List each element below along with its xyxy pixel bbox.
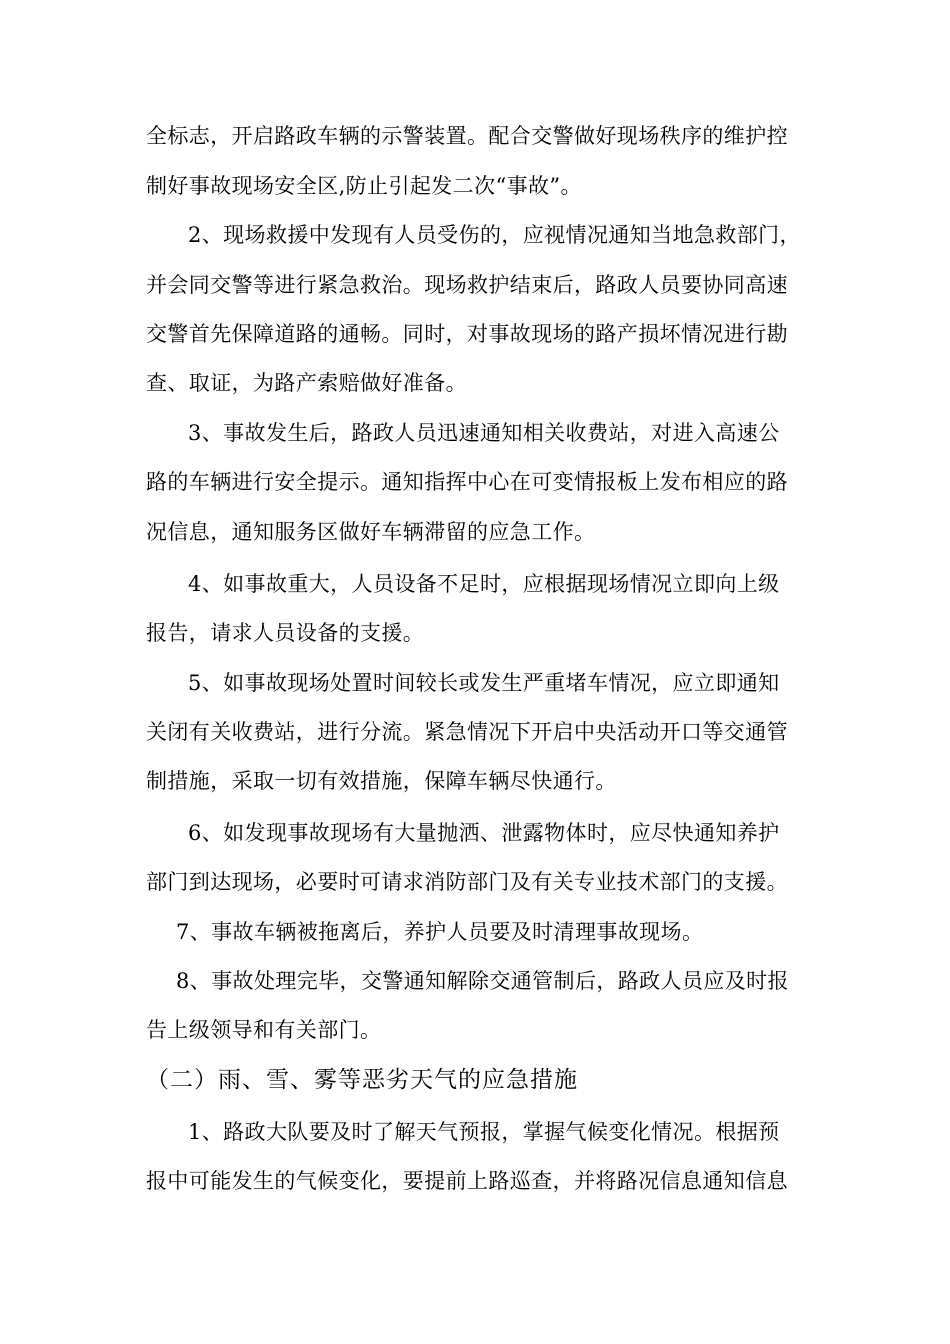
body-line: 告上级领导和有关部门。 (146, 1018, 382, 1042)
body-line: 报告，请求人员设备的支援。 (146, 621, 425, 645)
body-line: 关闭有关收费站，进行分流。紧急情况下开启中央活动开口等交通管 (146, 720, 788, 744)
body-line: 4、如事故重大，人员设备不足时，应根据现场情况立即向上级 (188, 572, 780, 596)
body-line: 制好事故现场安全区,防止引起发二次“事故”。 (146, 174, 582, 198)
body-line: 并会同交警等进行紧急救治。现场救护结束后，路政人员要协同高速 (146, 273, 788, 297)
body-line: 6、如发现事故现场有大量抛洒、泄露物体时，应尽快通知养护 (188, 821, 780, 845)
body-line: 3、事故发生后，路政人员迅速通知相关收费站，对进入高速公 (188, 421, 780, 445)
body-line: 路的车辆进行安全提示。通知指挥中心在可变情报板上发布相应的路 (146, 470, 788, 494)
body-line: 全标志，开启路政车辆的示警装置。配合交警做好现场秩序的维护控 (146, 124, 788, 148)
body-line: 况信息，通知服务区做好车辆滞留的应急工作。 (146, 520, 596, 544)
body-line: 查、取证，为路产索赔做好准备。 (146, 371, 467, 395)
body-line: 部门到达现场，必要时可请求消防部门及有关专业技术部门的支援。 (146, 870, 788, 894)
section-heading: （二）雨、雪、雾等恶劣天气的应急措施 (146, 1067, 578, 1093)
body-line: 2、现场救援中发现有人员受伤的，应视情况通知当地急救部门， (188, 223, 801, 247)
body-line: 8、事故处理完毕，交警通知解除交通管制后，路政人员应及时报 (176, 969, 789, 993)
body-line: 交警首先保障道路的通畅。同时，对事故现场的路产损坏情况进行勘 (146, 322, 788, 346)
body-line: 制措施，采取一切有效措施，保障车辆尽快通行。 (146, 769, 617, 793)
body-line: 5、如事故现场处置时间较长或发生严重堵车情况，应立即通知 (188, 671, 780, 695)
body-line: 报中可能发生的气候变化，要提前上路巡查，并将路况信息通知信息 (146, 1169, 788, 1193)
body-line: 1、路政大队要及时了解天气预报，掌握气候变化情况。根据预 (188, 1120, 780, 1144)
body-line: 7、事故车辆被拖离后，养护人员要及时清理事故现场。 (176, 920, 704, 944)
